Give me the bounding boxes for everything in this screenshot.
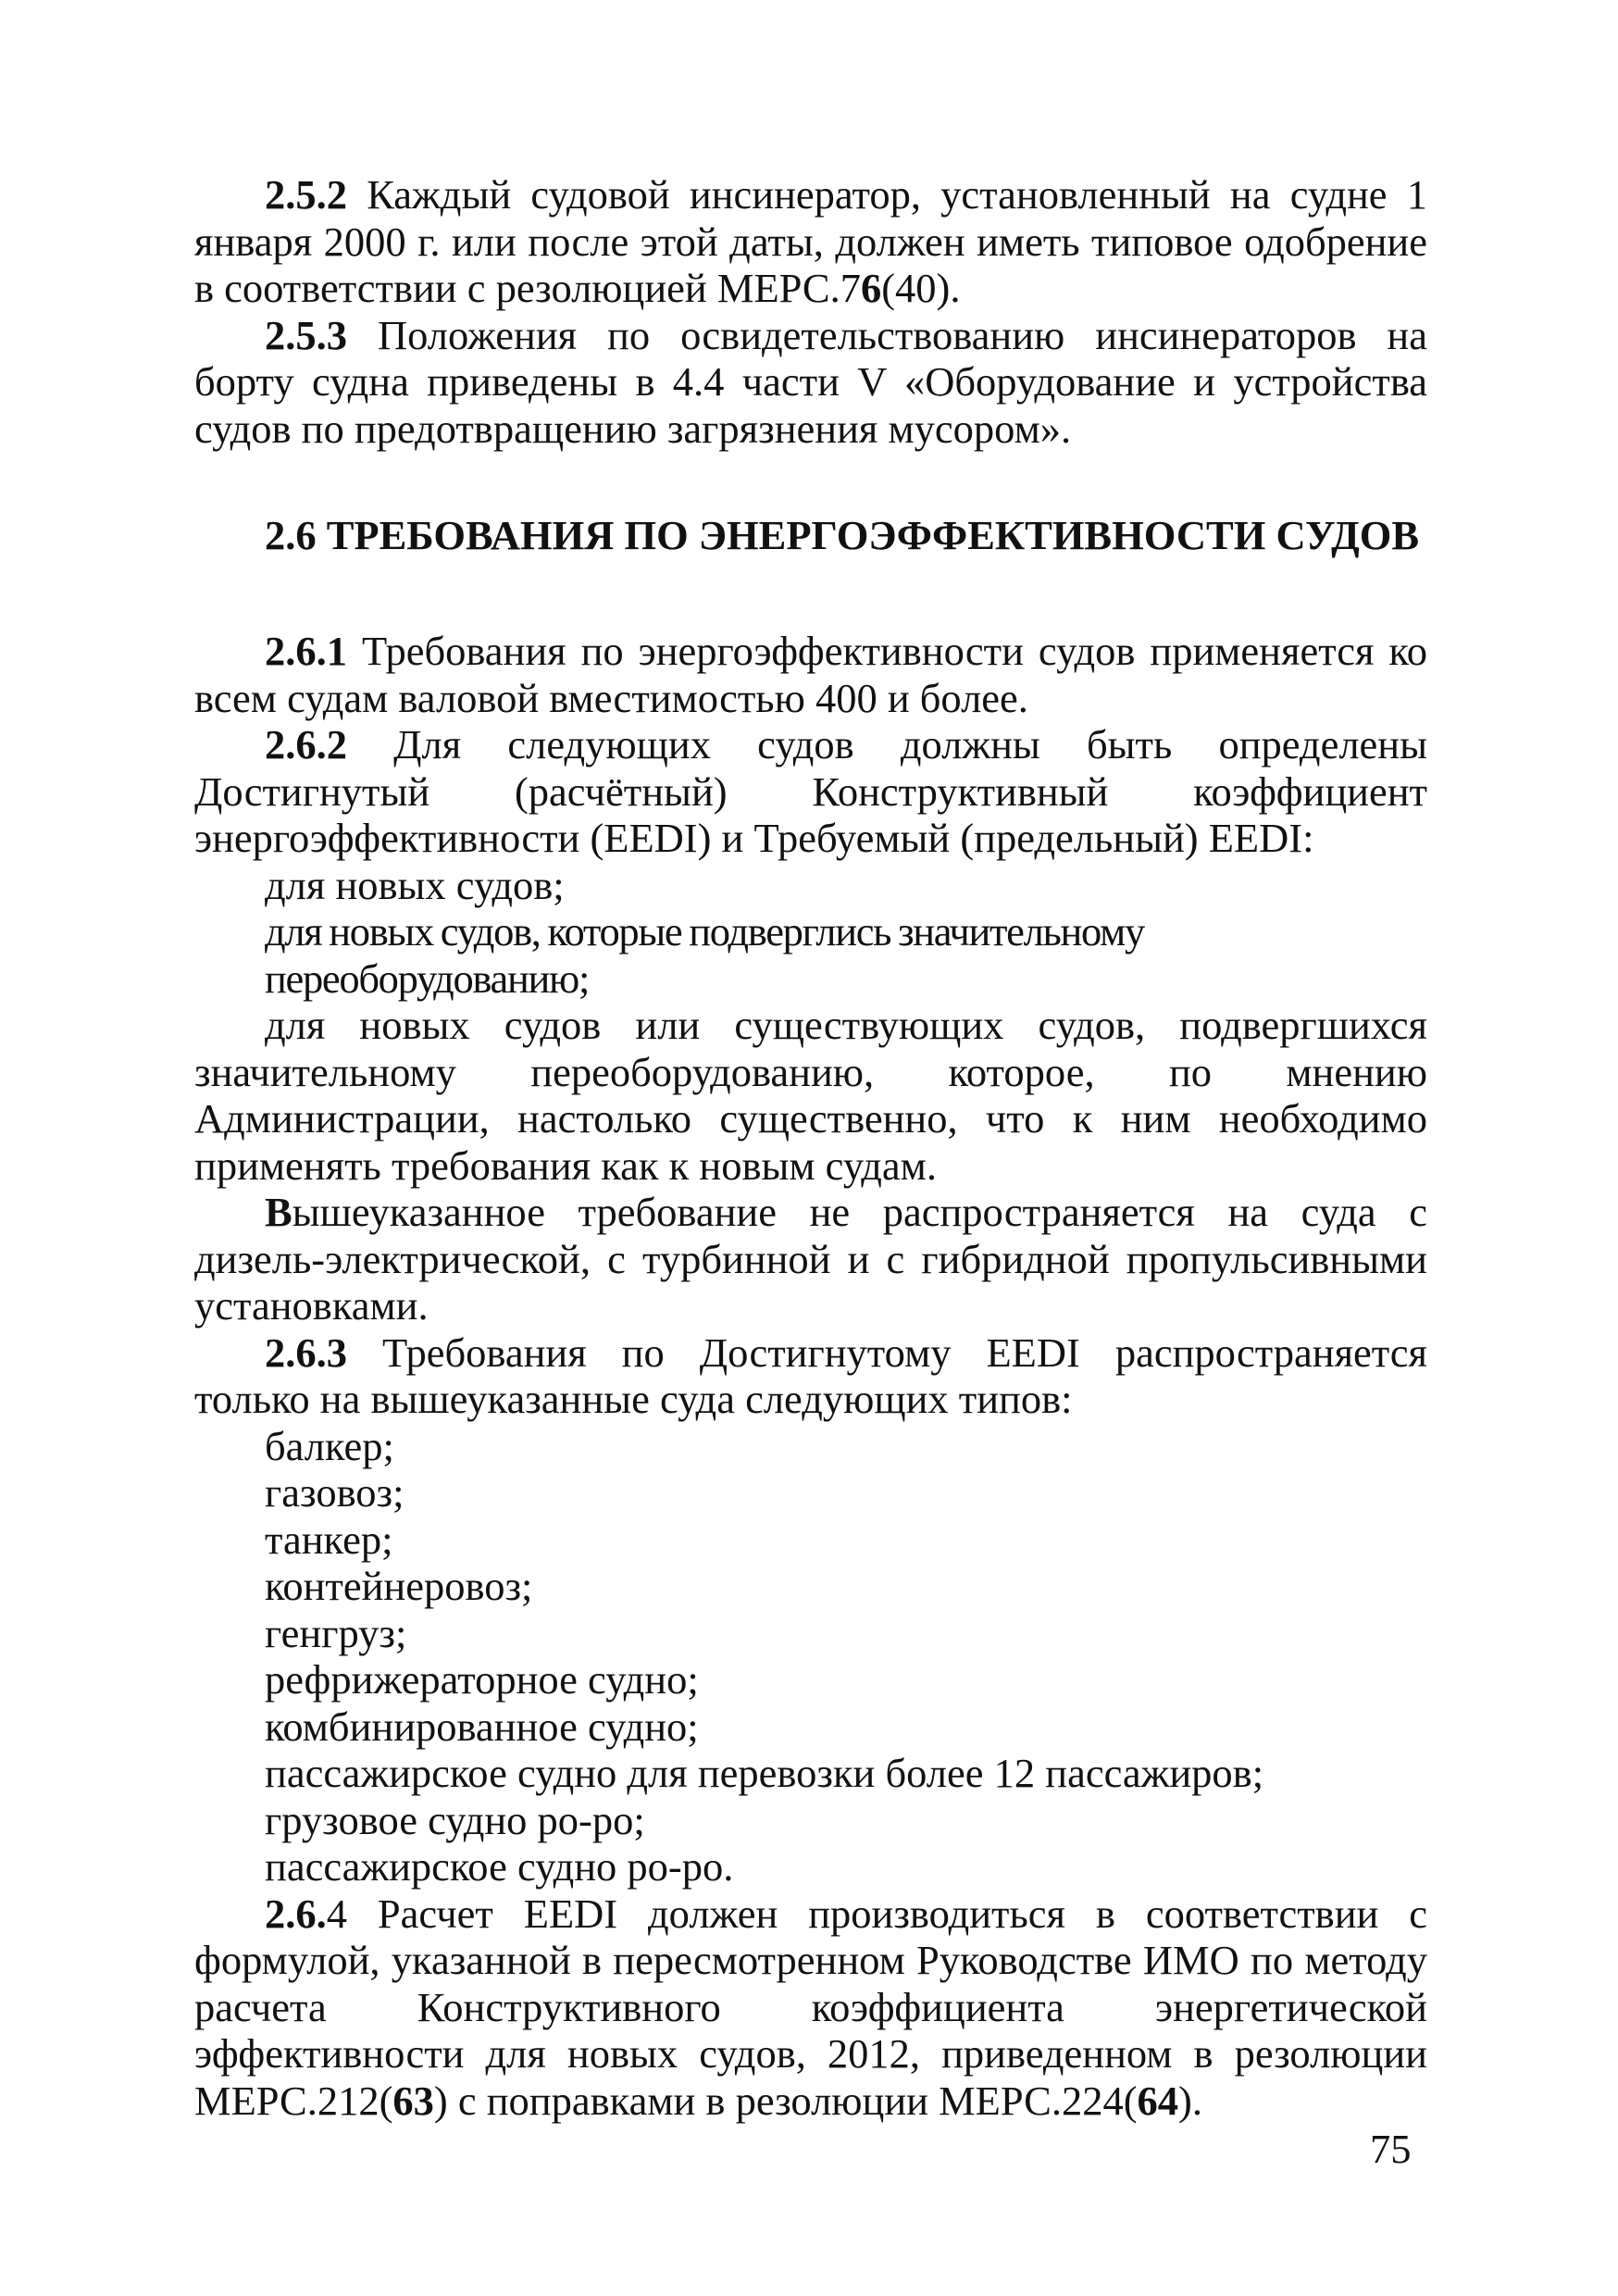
paragraph-2-6-2 (194, 721, 1427, 862)
paragraph-2-5-2 (194, 171, 1427, 312)
paragraph-2-6-1 (194, 628, 1427, 721)
list-item: для новых судов, которые подверглись значительному переоборудованию; (265, 908, 1144, 1002)
paragraph-text: Для следующих судов должны быть определены Достигнутый (расчётный) Конструктивный коэффициент энергоэффективности (EEDI) и Требуемый (предельный) EEDI: (194, 721, 1427, 861)
paragraph-text: ) с поправками в резолюции МЕРС.224( (433, 2077, 1138, 2124)
clause-number: 2.5.3 (265, 311, 347, 358)
paragraph-text: Положения по освидетельствованию инсинераторов на борту судна приведены в 4.4 части V «Оборудование и устройства судов по предотвращению загрязнения мусором». (194, 311, 1427, 452)
paragraph-text: Требования по энергоэффективности судов применяется ко всем судам валовой вместимостью 400 и более. (194, 628, 1427, 721)
section-heading: 2.6 ТРЕБОВАНИЯ ПО ЭНЕРГОЭФФЕКТИВНОСТИ СУДОВ (265, 512, 1420, 558)
clause-number: 2.6.2 (265, 721, 347, 767)
paragraph-text: ). (1178, 2077, 1202, 2124)
paragraph-2-6-2-continued: для новых судов или существующих судов, подвергшихся значительному переоборудованию, которое, по мнению Администрации, настолько существенно, что к ним необходимо применять требования как к новым судам. (194, 1002, 1427, 1189)
list-item: пассажирское судно ро-ро. (265, 1843, 734, 1890)
list-item: для новых судов; (265, 861, 565, 908)
page-number: 75 (1370, 2126, 1412, 2172)
bold-digit: 6 (860, 265, 882, 311)
paragraph-2-5-3 (194, 312, 1427, 453)
page-content (194, 171, 1427, 2124)
bold-number: 64 (1137, 2077, 1179, 2124)
list-item: грузовое судно ро-ро; (265, 1796, 645, 1843)
clause-number: 2.6.3 (265, 1329, 347, 1376)
paragraph-text-tail: (40). (881, 265, 961, 311)
paragraph-exception (194, 1189, 1427, 1329)
bold-number: 63 (392, 2077, 434, 2124)
list-item: пассажирское судно для перевозки более 12 пассажиров; (265, 1750, 1264, 1796)
paragraph-text: Расчет EEDI должен производиться в соответствии с формулой, указанной в пересмотренном Руководстве ИМО по методу расчета Конструктивного коэффициента энергетической эффективности для новых судов, 2012, приведенном в резолюции МЕРС.212( (194, 1890, 1427, 2124)
paragraph-2-6-4 (194, 1890, 1427, 2125)
list-item: рефрижераторное судно; (265, 1656, 699, 1703)
list-item: контейнеровоз; (265, 1563, 533, 1609)
clause-number: 2.6.1 (265, 628, 347, 674)
paragraph-text: Требования по Достигнутому EEDI распространяется только на вышеуказанные суда следующих типов: (194, 1329, 1427, 1422)
list-item: балкер; (265, 1422, 394, 1469)
list-item: комбинированное судно; (265, 1703, 699, 1750)
clause-number: 2.5.2 (265, 171, 347, 218)
list-item: газовоз; (265, 1469, 404, 1516)
list-item: танкер; (265, 1516, 393, 1563)
bold-initial: В (265, 1189, 292, 1235)
paragraph-text: ышеуказанное требование не распространяется на суда с дизель-электрической, с турбинной и с гибридной пропульсивными установками. (194, 1189, 1427, 1329)
list-item: генгруз; (265, 1609, 407, 1656)
paragraph-2-6-3 (194, 1329, 1427, 1423)
clause-number: 2.6. (265, 1890, 327, 1937)
paragraph-text: Каждый судовой инсинератор, установленный на судне 1 января 2000 г. или после этой даты, должен иметь типовое одобрение в соответствии с резолюцией МЕРС.7 (194, 171, 1427, 311)
clause-number-rest: 4 (326, 1890, 347, 1937)
